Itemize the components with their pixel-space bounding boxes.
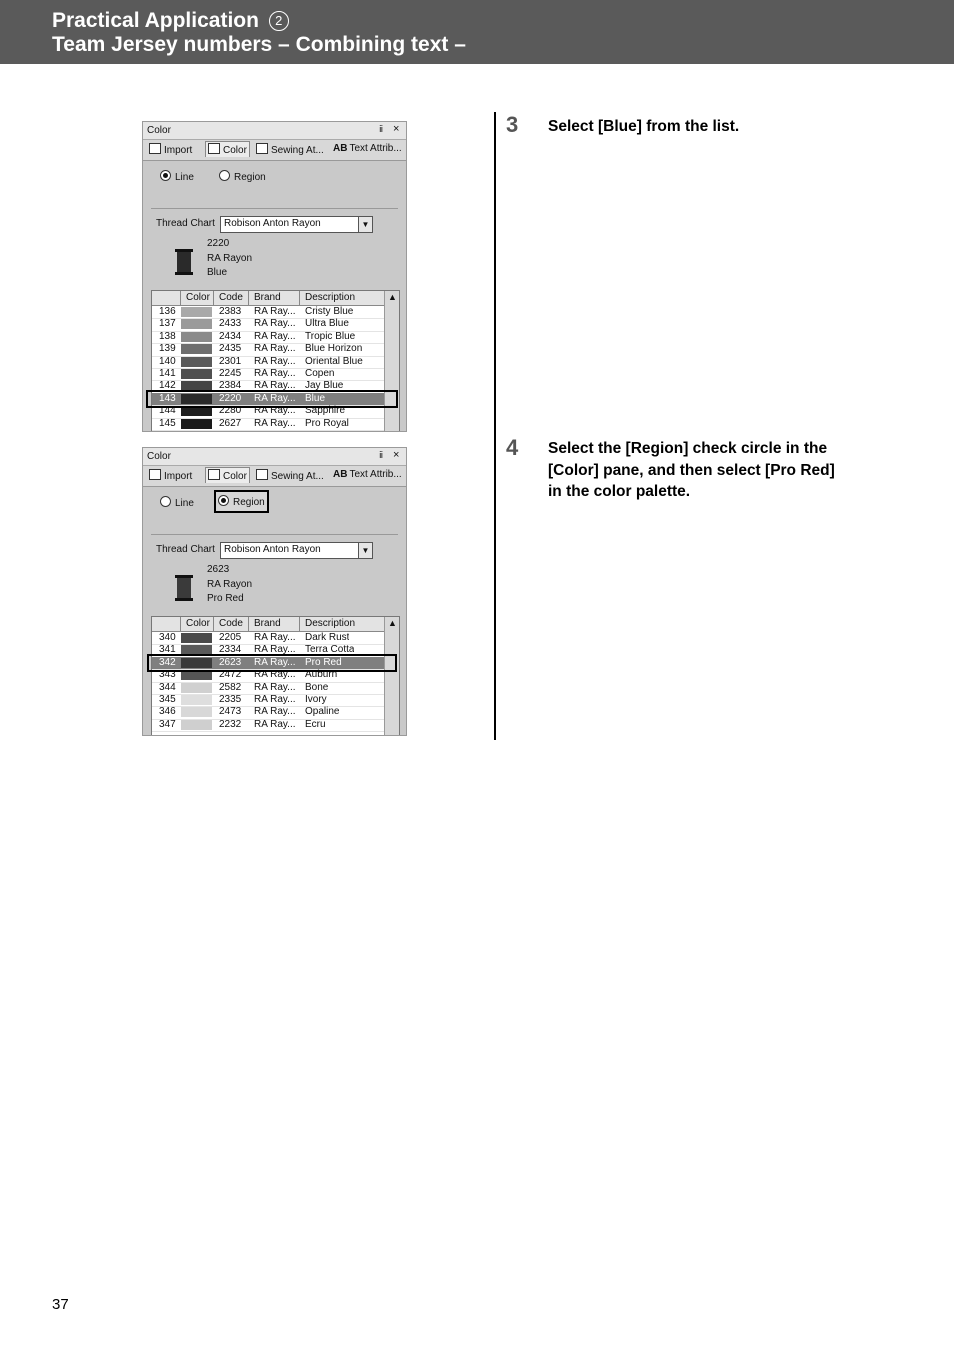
row-number: 140 <box>159 355 176 367</box>
color-swatch <box>181 633 212 643</box>
pane-title: Color <box>147 451 171 462</box>
row-description: Terra Cotta <box>305 644 355 656</box>
row-description: Bone <box>305 681 329 693</box>
color-swatch <box>181 695 212 705</box>
color-swatch <box>181 344 212 354</box>
tab-color[interactable]: Color <box>205 141 250 157</box>
radio-region[interactable]: Region <box>219 170 266 183</box>
row-number: 343 <box>159 669 176 681</box>
row-brand: RA Ray... <box>254 644 296 656</box>
row-description: Blue Horizon <box>305 343 363 355</box>
row-number: 340 <box>159 632 176 643</box>
row-number: 341 <box>159 644 176 656</box>
table-row[interactable] <box>152 682 384 695</box>
color-list <box>151 616 400 736</box>
step-3-text: Select [Blue] from the list. <box>548 118 740 135</box>
circled-number: 2 <box>269 11 289 31</box>
row-number: 143 <box>159 392 176 404</box>
row-number: 342 <box>159 656 176 668</box>
row-brand: RA Ray... <box>254 318 296 330</box>
thread-chart-select[interactable]: Robison Anton Rayon ▼ <box>220 216 373 233</box>
close-icon[interactable]: × <box>393 123 400 135</box>
pin-icon[interactable]: ⅱ <box>379 124 384 134</box>
tab-text-attributes[interactable]: AB Text Attrib... <box>333 143 402 154</box>
page-number: 37 <box>52 1296 69 1313</box>
selected-thread-info <box>207 563 252 607</box>
row-code: 2472 <box>219 669 242 681</box>
col-code[interactable]: Code <box>219 618 243 629</box>
color-swatch <box>181 720 212 730</box>
scroll-up-icon[interactable]: ▲ <box>388 618 397 628</box>
row-code: 2383 <box>219 306 242 317</box>
radio-region[interactable]: Region <box>214 490 269 513</box>
row-description: Pro Red <box>305 656 342 668</box>
row-code: 2334 <box>219 644 242 656</box>
table-row[interactable] <box>152 694 384 707</box>
row-description: Oriental Blue <box>305 355 363 367</box>
table-row[interactable] <box>152 331 384 344</box>
import-icon <box>149 143 161 154</box>
radio-line[interactable]: Line <box>160 496 194 509</box>
col-code[interactable]: Code <box>219 292 243 303</box>
thread-brand: RA Rayon <box>207 252 253 264</box>
color-list-header <box>152 291 384 306</box>
pane-tabs <box>143 466 406 487</box>
line-region-selector <box>143 170 406 190</box>
page-header <box>0 0 954 64</box>
row-code: 2280 <box>219 405 242 417</box>
row-number: 139 <box>159 343 176 355</box>
color-pane-1 <box>142 121 407 432</box>
thread-code: 2623 <box>207 564 230 575</box>
row-code: 2335 <box>219 694 242 705</box>
row-code: 2220 <box>219 392 242 404</box>
color-swatch <box>181 683 212 693</box>
color-icon <box>208 143 220 154</box>
row-description: Sapphire <box>305 405 346 417</box>
col-color[interactable]: Color <box>186 618 210 629</box>
row-number: 346 <box>159 706 176 718</box>
pane-titlebar <box>143 448 406 466</box>
row-description: Pro Royal <box>305 417 349 429</box>
sewing-icon <box>256 143 268 154</box>
header-title: Practical Application 2 <box>52 9 289 33</box>
tab-sewing-attributes[interactable]: Sewing At... <box>256 469 324 482</box>
step-3-number: 3 <box>506 112 519 137</box>
thread-chart-select[interactable]: Robison Anton Rayon ▼ <box>220 542 373 559</box>
col-brand[interactable]: Brand <box>254 292 281 303</box>
color-swatch <box>181 319 212 329</box>
tab-sewing-attributes[interactable]: Sewing At... <box>256 143 324 156</box>
row-description: Tropic Blue <box>305 330 356 342</box>
table-row[interactable] <box>152 306 384 319</box>
row-code: 2435 <box>219 343 242 355</box>
table-row[interactable] <box>152 632 384 645</box>
pane-titlebar <box>143 122 406 140</box>
row-number: 345 <box>159 694 176 705</box>
row-number: 136 <box>159 306 176 317</box>
color-swatch <box>181 307 212 317</box>
col-description[interactable]: Description <box>305 292 356 303</box>
row-description: Cristy Blue <box>305 306 354 317</box>
selection-highlight-box <box>146 390 398 408</box>
step-4-text: Select the [Region] check circle in the [Color] pane, and then select [Pro Red] in the color palette. <box>548 440 835 500</box>
row-brand: RA Ray... <box>254 368 296 379</box>
thread-brand: RA Rayon <box>207 578 253 590</box>
row-brand: RA Ray... <box>254 694 296 705</box>
row-description: Copen <box>305 368 335 379</box>
color-icon <box>208 469 220 480</box>
row-code: 2627 <box>219 417 242 429</box>
separator <box>151 534 398 535</box>
row-brand: RA Ray... <box>254 392 296 404</box>
row-code: 2582 <box>219 681 242 693</box>
row-code: 2245 <box>219 368 242 379</box>
row-brand: RA Ray... <box>254 306 296 317</box>
row-code: 2434 <box>219 330 242 342</box>
row-number: 344 <box>159 681 176 693</box>
chevron-down-icon[interactable]: ▼ <box>358 543 372 558</box>
sewing-icon <box>256 469 268 480</box>
row-brand: RA Ray... <box>254 417 296 429</box>
vertical-scrollbar[interactable] <box>384 617 399 736</box>
col-color[interactable]: Color <box>186 292 210 303</box>
row-description: Ivory <box>305 694 327 705</box>
row-number: 138 <box>159 330 176 342</box>
row-code: 2205 <box>219 632 242 643</box>
scroll-up-icon[interactable]: ▲ <box>388 292 397 302</box>
column-divider <box>494 112 496 740</box>
color-pane-2 <box>142 447 407 736</box>
text-ab-icon: AB <box>333 143 348 154</box>
color-swatch <box>181 707 212 717</box>
tab-import[interactable]: Import <box>149 469 192 482</box>
row-number: 142 <box>159 380 176 392</box>
thread-chart-label: Thread Chart <box>156 218 215 229</box>
vertical-scrollbar[interactable] <box>384 291 399 431</box>
table-row[interactable] <box>152 719 384 732</box>
row-brand: RA Ray... <box>254 405 296 417</box>
row-number: 137 <box>159 318 176 330</box>
row-description: Dark Rust <box>305 632 350 643</box>
col-brand[interactable]: Brand <box>254 618 281 629</box>
thread-spool-icon <box>175 249 193 275</box>
close-icon[interactable]: × <box>393 449 400 461</box>
step-4-number: 4 <box>506 435 519 460</box>
thread-name: Pro Red <box>207 593 244 604</box>
color-swatch <box>181 357 212 367</box>
row-code: 2623 <box>219 656 242 668</box>
row-number: 145 <box>159 417 176 429</box>
import-icon <box>149 469 161 480</box>
row-brand: RA Ray... <box>254 380 296 392</box>
header-subtitle: Team Jersey numbers – Combining text – <box>52 33 466 56</box>
table-row[interactable] <box>152 318 384 331</box>
color-list-header <box>152 617 384 632</box>
row-description: Ecru <box>305 718 326 730</box>
row-brand: RA Ray... <box>254 706 296 718</box>
row-code: 2384 <box>219 380 242 392</box>
table-row[interactable] <box>152 706 384 719</box>
row-brand: RA Ray... <box>254 656 296 668</box>
row-number: 141 <box>159 368 176 379</box>
line-region-selector <box>143 496 406 516</box>
row-description: Ultra Blue <box>305 318 349 330</box>
row-code: 2473 <box>219 706 242 718</box>
row-code: 2301 <box>219 355 242 367</box>
row-number: 144 <box>159 405 176 417</box>
color-list <box>151 290 400 432</box>
row-brand: RA Ray... <box>254 718 296 730</box>
tab-import[interactable]: Import <box>149 143 192 156</box>
tab-text-attributes[interactable]: AB Text Attrib... <box>333 469 402 480</box>
pin-icon[interactable]: ⅱ <box>379 450 384 460</box>
row-brand: RA Ray... <box>254 343 296 355</box>
row-code: 2433 <box>219 318 242 330</box>
text-ab-icon: AB <box>333 469 348 480</box>
selection-highlight-box <box>147 654 397 672</box>
row-brand: RA Ray... <box>254 681 296 693</box>
separator <box>151 208 398 209</box>
color-swatch <box>181 419 212 429</box>
row-description: Blue <box>305 392 326 404</box>
row-description: Auburn <box>305 669 338 681</box>
table-row[interactable] <box>152 418 384 431</box>
thread-name: Blue <box>207 267 228 278</box>
tab-color[interactable]: Color <box>205 467 250 483</box>
row-number: 347 <box>159 718 176 730</box>
col-description[interactable]: Description <box>305 618 356 629</box>
row-brand: RA Ray... <box>254 355 296 367</box>
row-brand: RA Ray... <box>254 632 296 643</box>
color-swatch <box>181 332 212 342</box>
table-row[interactable] <box>152 343 384 356</box>
selected-thread-info <box>207 237 252 281</box>
thread-code: 2220 <box>207 238 230 249</box>
row-brand: RA Ray... <box>254 330 296 342</box>
thread-spool-icon <box>175 575 193 601</box>
pane-title: Color <box>147 125 171 136</box>
row-brand: RA Ray... <box>254 669 296 681</box>
table-row[interactable] <box>152 368 384 381</box>
radio-line[interactable]: Line <box>160 170 194 183</box>
row-description: Jay Blue <box>305 380 344 392</box>
row-code: 2232 <box>219 718 242 730</box>
chevron-down-icon[interactable]: ▼ <box>358 217 372 232</box>
pane-tabs <box>143 140 406 161</box>
thread-chart-label: Thread Chart <box>156 544 215 555</box>
table-row[interactable] <box>152 356 384 369</box>
color-swatch <box>181 369 212 379</box>
row-description: Opaline <box>305 706 340 718</box>
